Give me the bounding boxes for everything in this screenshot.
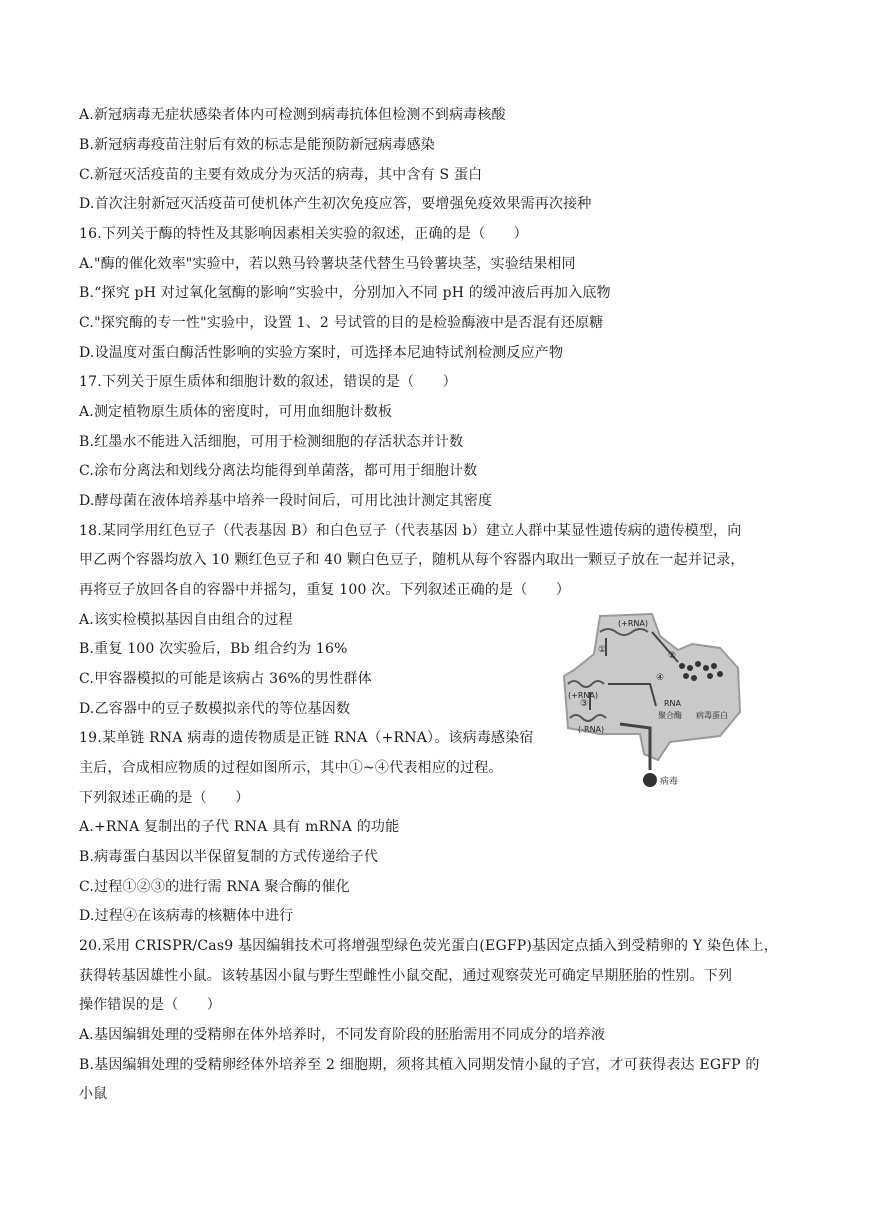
- text-line-q16-c: C."探究酶的专一性"实验中，设置 1、2 号试管的目的是检验酶液中是否混有还原糖: [79, 315, 604, 331]
- text-line-q18-c: C.甲容器模拟的可能是该病占 36%的男性群体: [79, 671, 372, 687]
- step-2-marker: ②: [668, 651, 677, 661]
- label-minus-rna: (-RNA): [578, 725, 605, 734]
- text-line-q16: 16.下列关于酶的特性及其影响因素相关实验的叙述，正确的是（ ）: [79, 226, 528, 242]
- rna-virus-replication-figure: [560, 610, 742, 792]
- label-rna: RNA: [664, 699, 682, 708]
- label-virus: 病毒: [660, 777, 679, 787]
- text-line-q15-a: A.新冠病毒无症状感染者体内可检测到病毒抗体但检测不到病毒核酸: [79, 107, 506, 123]
- text-line-q17-c: C.涂布分离法和划线分离法均能得到单菌落，都可用于细胞计数: [79, 463, 478, 479]
- step-1-marker: ①: [598, 645, 607, 655]
- text-line-q17: 17.下列关于原生质体和细胞计数的叙述，错误的是（ ）: [79, 374, 457, 390]
- label-coat-protein: 病毒蛋白: [696, 711, 728, 720]
- step-3-marker: ③: [580, 699, 589, 709]
- text-line-q16-a: A."酶的催化效率"实验中，若以熟马铃薯块茎代替生马铃薯块茎，实验结果相同: [79, 256, 576, 272]
- text-line-q15-d: D.首次注射新冠灭活疫苗可使机体产生初次免疫应答，要增强免疫效果需再次接种: [79, 196, 592, 212]
- virus-particle-icon: [643, 773, 657, 787]
- text-line-q17-d: D.酵母菌在液体培养基中培养一段时间后，可用比浊计测定其密度: [79, 493, 493, 509]
- text-line-q19-a: A.+RNA 复制出的子代 RNA 具有 mRNA 的功能: [79, 819, 400, 835]
- label-plus-rna-left: (+RNA): [568, 691, 598, 700]
- text-line-q19-d: D.过程④在该病毒的核糖体中进行: [79, 908, 294, 924]
- rna-virus-diagram: [560, 610, 742, 792]
- text-line-q15-c: C.新冠灭活疫苗的主要有效成分为灭活的病毒，其中含有 S 蛋白: [79, 167, 483, 183]
- text-line-q18-1: 18.某同学用红色豆子（代表基因 B）和白色豆子（代表基因 b）建立人群中某显性遗传病的遗传模型，向: [79, 523, 742, 539]
- text-line-q20-b1: B.基因编辑处理的受精卵经体外培养至 2 细胞期，须将其植入同期发情小鼠的子宫，才可获得表达 EGFP 的: [79, 1057, 760, 1073]
- text-line-q18-3: 再将豆子放回各自的容器中并摇匀，重复 100 次。下列叙述正确的是（ ）: [79, 582, 571, 598]
- text-line-q19-2: 主后，合成相应物质的过程如图所示，其中①~④代表相应的过程。: [79, 760, 503, 776]
- text-line-q20-a: A.基因编辑处理的受精卵在体外培养时，不同发育阶段的胚胎需用不同成分的培养液: [79, 1027, 606, 1043]
- text-line-q18-2: 甲乙两个容器均放入 10 颗红色豆子和 40 颗白色豆子，随机从每个容器内取出一颗豆子放在一起并记录，: [79, 552, 745, 568]
- label-plus-rna-top: (+RNA): [618, 619, 648, 628]
- text-line-q20-1: 20.采用 CRISPR/Cas9 基因编辑技术可将增强型绿色荧光蛋白(EGFP)基因定点插入到受精卵的 Y 染色体上，: [79, 938, 778, 954]
- text-line-q19-c: C.过程①②③的进行需 RNA 聚合酶的催化: [79, 879, 350, 895]
- text-line-q19-3: 下列叙述正确的是（ ）: [79, 790, 250, 806]
- text-line-q20-3: 操作错误的是（ ）: [79, 997, 221, 1013]
- text-line-q16-b: B.“探究 pH 对过氧化氢酶的影响”实验中，分别加入不同 pH 的缓冲液后再加入底物: [79, 285, 611, 301]
- text-line-q20-b2: 小鼠: [79, 1086, 108, 1102]
- text-line-q17-a: A.测定植物原生质体的密度时，可用血细胞计数板: [79, 404, 393, 420]
- text-line-q19-1: 19.某单链 RNA 病毒的遗传物质是正链 RNA（+RNA）。该病毒感染宿: [79, 730, 534, 746]
- text-line-q15-b: B.新冠病毒疫苗注射后有效的标志是能预防新冠病毒感染: [79, 137, 435, 153]
- cell-region: [564, 614, 740, 760]
- step-4-marker: ④: [656, 673, 665, 683]
- text-line-q16-d: D.设温度对蛋白酶活性影响的实验方案时，可选择本尼迪特试剂检测反应产物: [79, 345, 564, 361]
- text-line-q20-2: 获得转基因雄性小鼠。该转基因小鼠与野生型雌性小鼠交配，通过观察荧光可确定早期胚胎的性别。下列: [79, 968, 733, 984]
- text-line-q18-b: B.重复 100 次实验后，Bb 组合约为 16%: [79, 641, 348, 657]
- label-polymerase: 聚合酶: [658, 711, 682, 720]
- text-line-q17-b: B.红墨水不能进入活细胞，可用于检测细胞的存活状态并计数: [79, 434, 464, 450]
- text-line-q18-a: A.该实检模拟基因自由组合的过程: [79, 612, 293, 628]
- text-line-q19-b: B.病毒蛋白基因以半保留复制的方式传递给子代: [79, 849, 379, 865]
- text-line-q18-d: D.乙容器中的豆子数模拟亲代的等位基因数: [79, 701, 351, 717]
